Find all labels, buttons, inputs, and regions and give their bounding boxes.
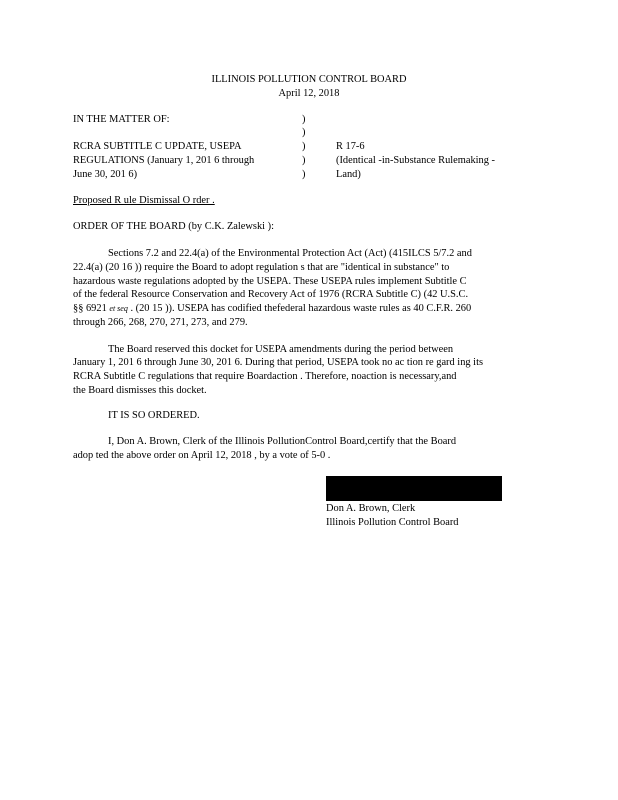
paragraph-line: RCRA Subtitle C regulations that require Boardaction . Therefore, noaction is necessary,and — [73, 371, 457, 382]
in-the-matter-label: IN THE MATTER OF: — [73, 114, 170, 125]
statute-citation: §§ 6921 — [73, 303, 107, 314]
docket-number: R 17-6 — [336, 141, 365, 152]
redacted-signature — [326, 476, 502, 501]
signatory-title: Illinois Pollution Control Board — [326, 517, 459, 528]
caption-paren: ) — [302, 155, 306, 166]
signatory-name: Don A. Brown, Clerk — [326, 503, 416, 514]
certification-line: I, Don A. Brown, Clerk of the Illinois PollutionControl Board,certify that the Board — [108, 436, 457, 447]
board-title: ILLINOIS POLLUTION CONTROL BOARD — [211, 74, 407, 85]
paragraph-text: . (20 15 )). USEPA has codified thefederal hazardous waste rules as 40 C.F.R. 260 — [130, 303, 472, 314]
paragraph-line: January 1, 201 6 through June 30, 201 6. During that period, USEPA took no ac tion re gard ing its — [73, 357, 484, 368]
caption-subject-line: June 30, 201 6) — [73, 169, 138, 180]
caption-paren: ) — [302, 169, 306, 180]
caption-subject-line: RCRA SUBTITLE C UPDATE, USEPA — [73, 141, 242, 152]
paragraph-line: Sections 7.2 and 22.4(a) of the Environmental Protection Act (Act) (415ILCS 5/7.2 and — [108, 248, 472, 259]
caption-paren: ) — [302, 127, 306, 138]
docket-description: Land) — [336, 169, 361, 180]
caption-subject-line: REGULATIONS (January 1, 201 6 through — [73, 155, 255, 166]
paragraph-line: of the federal Resource Conservation and Recovery Act of 1976 (RCRA Subtitle C) (42 U.S.C. — [73, 289, 469, 300]
certification-line: adop ted the above order on April 12, 2018 , by a vote of 5-0 . — [73, 450, 331, 461]
proposed-rule-heading: Proposed R ule Dismissal O rder . — [73, 195, 215, 206]
so-ordered-text: IT IS SO ORDERED. — [108, 410, 200, 421]
caption-paren: ) — [302, 141, 306, 152]
paragraph-line: the Board dismisses this docket. — [73, 385, 207, 396]
et-seq-text: et seq — [109, 304, 128, 313]
docket-description: (Identical -in-Substance Rulemaking - — [336, 155, 495, 166]
paragraph-line: The Board reserved this docket for USEPA amendments during the period between — [108, 344, 454, 355]
paragraph-line: 22.4(a) (20 16 )) require the Board to adopt regulation s that are "identical in substance" to — [73, 262, 450, 273]
order-heading: ORDER OF THE BOARD (by C.K. Zalewski ): — [73, 221, 274, 232]
caption-paren: ) — [302, 114, 306, 125]
paragraph-line: hazardous waste regulations adopted by the USEPA. These USEPA rules implement Subtitle C — [73, 276, 467, 287]
document-date: April 12, 2018 — [278, 88, 340, 99]
paragraph-line — [73, 303, 471, 315]
paragraph-line: through 266, 268, 270, 271, 273, and 279. — [73, 317, 248, 328]
